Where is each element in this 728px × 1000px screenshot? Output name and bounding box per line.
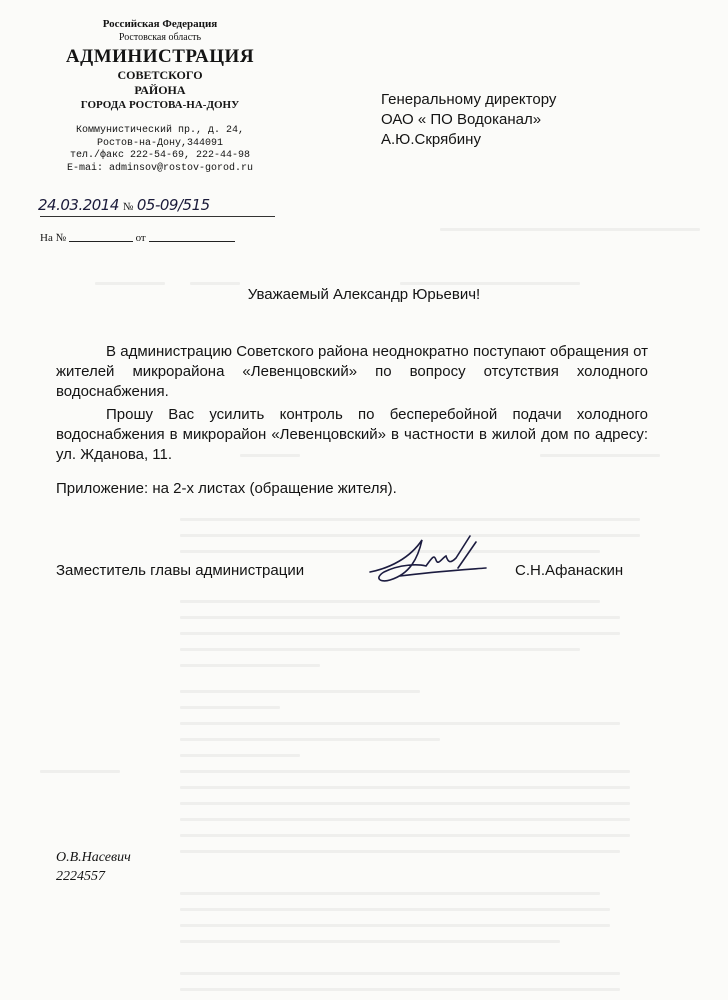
addressee-block: [381, 90, 556, 150]
registration-no-label: №: [122, 201, 133, 213]
paragraph-1: [56, 342, 648, 402]
letterhead-district-1: СОВЕТСКОГО: [117, 68, 203, 82]
handwritten-signature-icon: [360, 528, 490, 588]
letterhead-email: E-mai: adminsov@rostov-gorod.ru: [66, 162, 254, 174]
reference-line: [40, 231, 235, 244]
reference-na-label: На №: [40, 232, 67, 244]
paragraph-1-text: В администрацию Советского района неоднократно поступают обращения от жителей микрорайона «Левенцовский» по вопросу отсутствия холодного водоснабжения.: [56, 343, 648, 400]
letterhead-city: ГОРОДА РОСТОВА-НА-ДОНУ: [80, 99, 240, 111]
addressee-name: А.Ю.Скрябину: [381, 131, 481, 148]
reference-date-blank: [149, 231, 235, 242]
letterhead-address-line-2: Ростов-на-Дону,344091: [96, 137, 224, 149]
signatory-name: С.Н.Афанаскин: [515, 562, 624, 579]
letterhead-country: Российская Федерация: [102, 18, 218, 30]
paragraph-2-text: Прошу Вас усилить контроль по бесперебойной подачи холодного водоснабжения в микрорайон «Левенцовский» в частности в жилой дом по адресу: ул. Жданова, 11.: [56, 406, 648, 463]
greeting: Уважаемый Александр Юрьевич!: [247, 286, 481, 303]
registration-date: 24.03.2014: [38, 196, 119, 214]
letterhead-address-line-1: Коммунистический пр., д. 24,: [75, 125, 245, 136]
executor-phone: 2224557: [56, 869, 105, 884]
registration-line: [38, 196, 210, 214]
letterhead-address: [40, 125, 280, 175]
paragraph-2: [56, 405, 648, 465]
letterhead-district-2: РАЙОНА: [134, 83, 186, 97]
letterhead-org: АДМИНИСТРАЦИЯ: [65, 46, 255, 67]
signatory-title: Заместитель главы администрации: [56, 562, 305, 579]
addressee-company: ОАО « ПО Водоканал»: [381, 111, 542, 128]
letterhead: [40, 18, 280, 175]
registration-number: 05-09/515: [136, 196, 210, 214]
addressee-position: Генеральному директору: [381, 91, 557, 108]
executor-block: [56, 848, 131, 886]
executor-name: О.В.Насевич: [56, 850, 131, 865]
registration-underline: [40, 216, 275, 217]
letterhead-region: Ростовская область: [118, 32, 202, 43]
reference-ot-label: от: [135, 232, 146, 244]
attachment-note: Приложение: на 2-х листах (обращение жителя).: [56, 480, 397, 497]
letterhead-phone: тел./факс 222-54-69, 222-44-98: [69, 150, 251, 161]
reference-number-blank: [69, 231, 133, 242]
